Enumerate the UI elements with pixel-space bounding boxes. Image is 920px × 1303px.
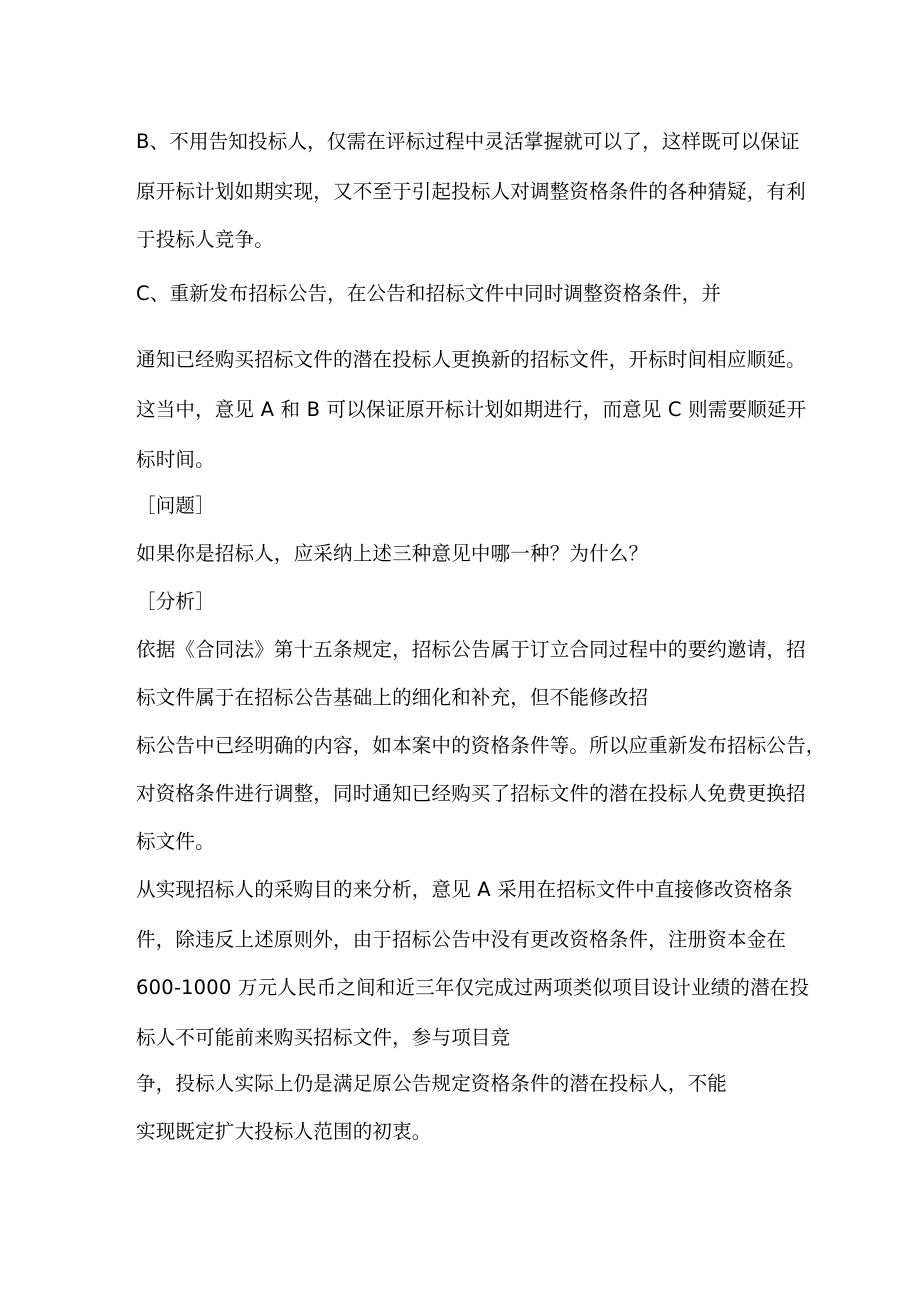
text-line: 标文件。 — [136, 830, 215, 853]
text-line: 依据《合同法》第十五条规定，招标公告属于订立合同过程中的要约邀请，招 — [136, 638, 806, 661]
text-line: 标文件属于在招标公告基础上的细化和补充，但不能修改招 — [136, 686, 649, 709]
text-line: 这当中，意见 A 和 B 可以保证原开标计划如期进行，而意见 C 则需要顺延开 — [136, 398, 807, 421]
text-line: 于投标人竞争。 — [136, 228, 274, 251]
text-line: 件，除违反上述原则外，由于招标公告中没有更改资格条件，注册资本金在 — [136, 928, 787, 951]
text-line: C、重新发布招标公告，在公告和招标文件中同时调整资格条件，并 — [136, 282, 722, 305]
text-line: 争，投标人实际上仍是满足原公告规定资格条件的潜在投标人，不能 — [136, 1072, 728, 1095]
text-line: B、不用告知投标人，仅需在评标过程中灵活掌握就可以了，这样既可以保证 — [136, 130, 800, 153]
text-line: 标时间。 — [136, 448, 215, 471]
section-heading-question: ［问题］ — [136, 494, 215, 517]
text-line: 实现既定扩大投标人范围的初衷。 — [136, 1120, 432, 1143]
text-line: 对资格条件进行调整，同时通知已经购买了招标文件的潜在投标人免费更换招 — [136, 782, 806, 805]
text-line: 通知已经购买招标文件的潜在投标人更换新的招标文件，开标时间相应顺延。 — [136, 348, 806, 371]
text-line: 标人不可能前来购买招标文件，参与项目竞 — [136, 1026, 511, 1049]
text-line: 标公告中已经明确的内容，如本案中的资格条件等。所以应重新发布招标公告， — [136, 734, 826, 757]
section-heading-analysis: ［分析］ — [136, 590, 215, 613]
text-line: 600-1000 万元人民币之间和近三年仅完成过两项类似项目设计业绩的潜在投 — [136, 976, 810, 999]
text-line: 从实现招标人的采购目的来分析，意见 A 采用在招标文件中直接修改资格条 — [136, 878, 793, 901]
text-line: 如果你是招标人，应采纳上述三种意见中哪一种？为什么？ — [136, 542, 649, 565]
text-line: 原开标计划如期实现，又不至于引起投标人对调整资格条件的各种猜疑，有利 — [136, 180, 806, 203]
